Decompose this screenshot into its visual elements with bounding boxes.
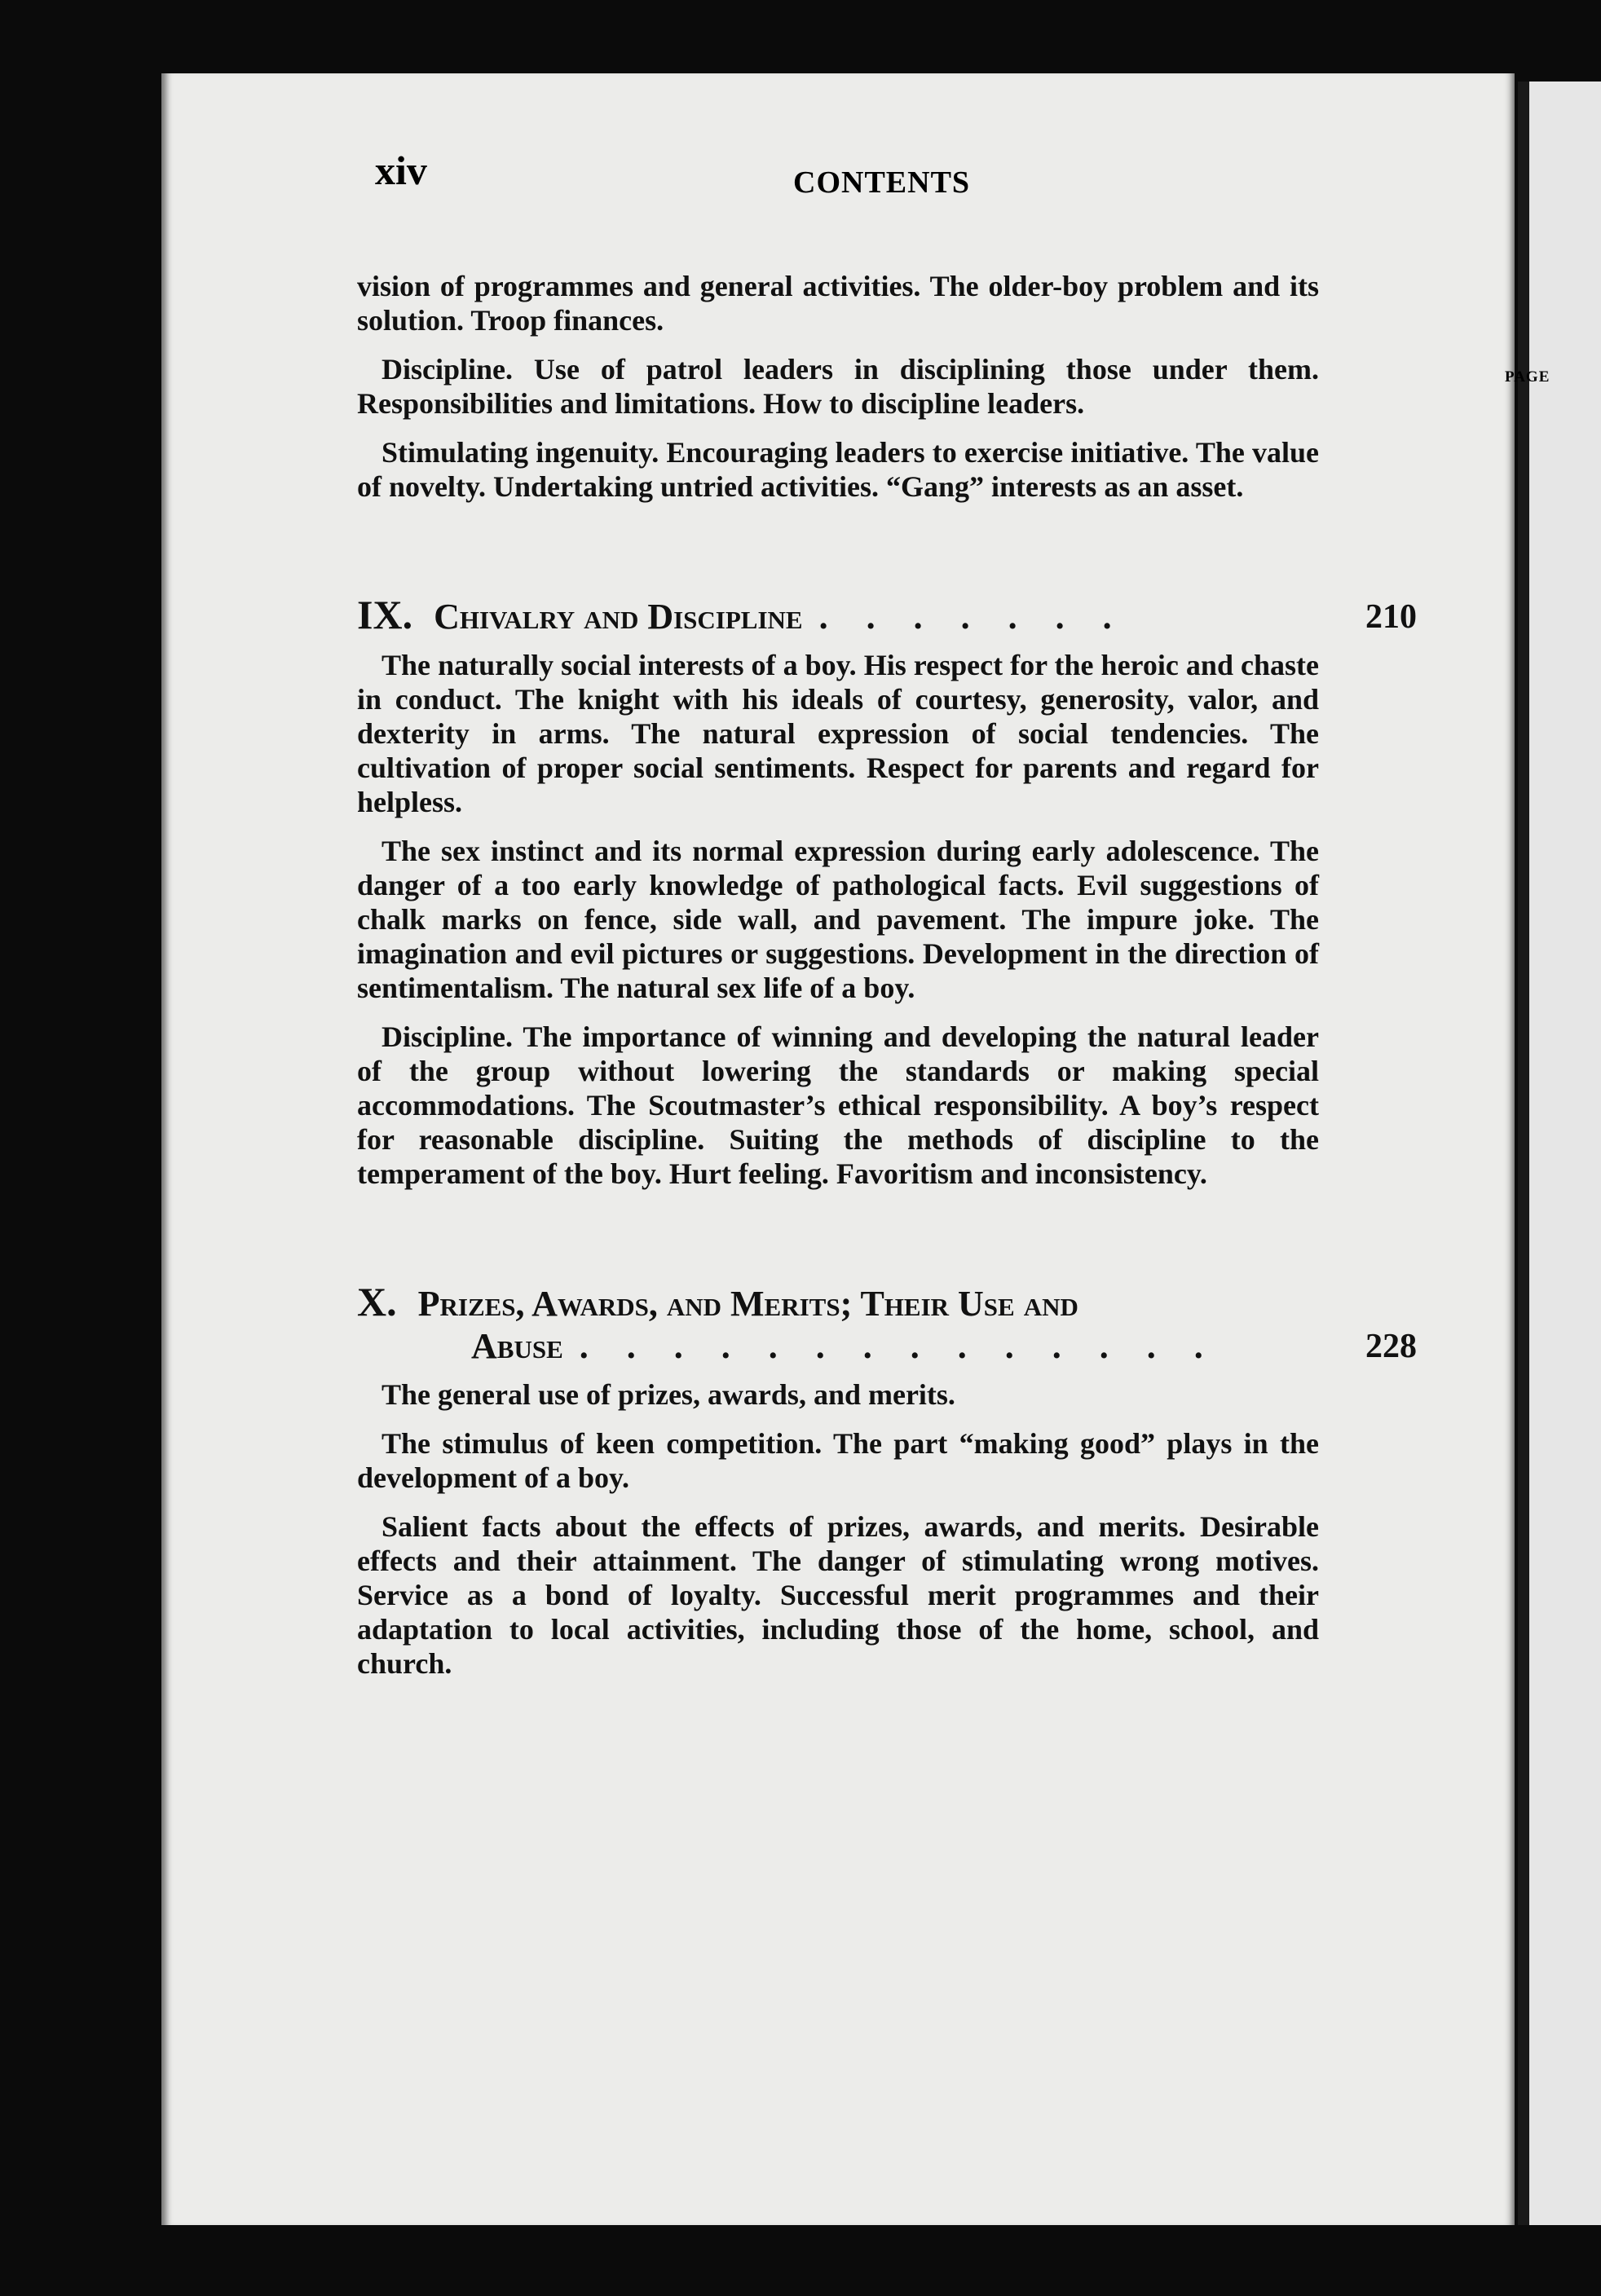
page-header [161, 147, 1368, 204]
running-title: CONTENTS [793, 165, 971, 200]
summary-paragraph: Discipline. The importance of winning and developing the natural leader of the group without lowering the standards or making special accommodations. The Scoutmaster’s ethical responsibility. A boy’s respect for reasonable discipline. Suiting the methods of discipline to the temperament of the boy. Hurt feeling. Favoritism and inconsistency. [357, 1020, 1319, 1190]
chapter-heading [357, 592, 1417, 638]
chapter-x [357, 1279, 1417, 1681]
dot-leader: . . . . . . . . . . . . . . [579, 1326, 1218, 1366]
chapter-title-continued-line [357, 1325, 1319, 1368]
chapter-number: X. [357, 1279, 397, 1324]
page-number: xiv [375, 148, 427, 193]
summary-paragraph: Salient facts about the effects of prizes, awards, and merits. Desirable effects and their attainment. The danger of stimulating wrong motives. Service as a bond of loyalty. Successful merit programmes and their adaptation to local activities, including those of the home, school, and church. [357, 1510, 1319, 1680]
summary-paragraph: vision of programmes and general activities. The older-boy problem and its solution. Troop finances. [357, 270, 1319, 337]
intro-section [357, 269, 1319, 504]
chapter-ix [357, 592, 1417, 1191]
summary-paragraph: Discipline. Use of patrol leaders in disciplining those under them. Responsibilities and limitations. How to discipline leaders. [357, 353, 1319, 420]
chapter-heading [357, 1279, 1417, 1368]
chapter-title-continued: Abuse [471, 1326, 563, 1366]
chapter-title: Chivalry and Discipline [434, 597, 803, 637]
summary-paragraph: The sex instinct and its normal expression during early adolescence. The danger of a too early knowledge of pathological facts. Evil suggestions of chalk marks on fence, side wall, and pavement. The impure joke. The imagination and evil pictures or suggestions. Development in the direction of sentimentalism. The natural sex life of a boy. [357, 835, 1319, 1004]
dot-leader: . . . . . . . [818, 597, 1127, 637]
chapter-page-number: 210 [1365, 598, 1417, 636]
chapter-number: IX. [357, 592, 413, 637]
adjacent-page-edge [1518, 82, 1601, 2225]
page-column-label: PAGE [1505, 368, 1550, 386]
summary-paragraph: The stimulus of keen competition. The part “making good” plays in the development of a boy. [357, 1427, 1319, 1494]
book-page [161, 73, 1550, 2225]
summary-paragraph: The general use of prizes, awards, and merits. [382, 1378, 955, 1411]
contents-body [357, 269, 1417, 1695]
summary-paragraph: Stimulating ingenuity. Encouraging leaders to exercise initiative. The value of novelty. Undertaking untried activities. “Gang” interests as an asset. [357, 436, 1319, 503]
chapter-page-number: 228 [1365, 1328, 1417, 1365]
chapter-title: Prizes, Awards, and Merits; Their Use and [417, 1284, 1078, 1324]
summary-paragraph: The naturally social interests of a boy. His respect for the heroic and chaste in conduct. The knight with his ideals of courtesy, generosity, valor, and dexterity in arms. The natural expression of social tendencies. The cultivation of proper social sentiments. Respect for parents and regard for helpless. [357, 649, 1319, 818]
